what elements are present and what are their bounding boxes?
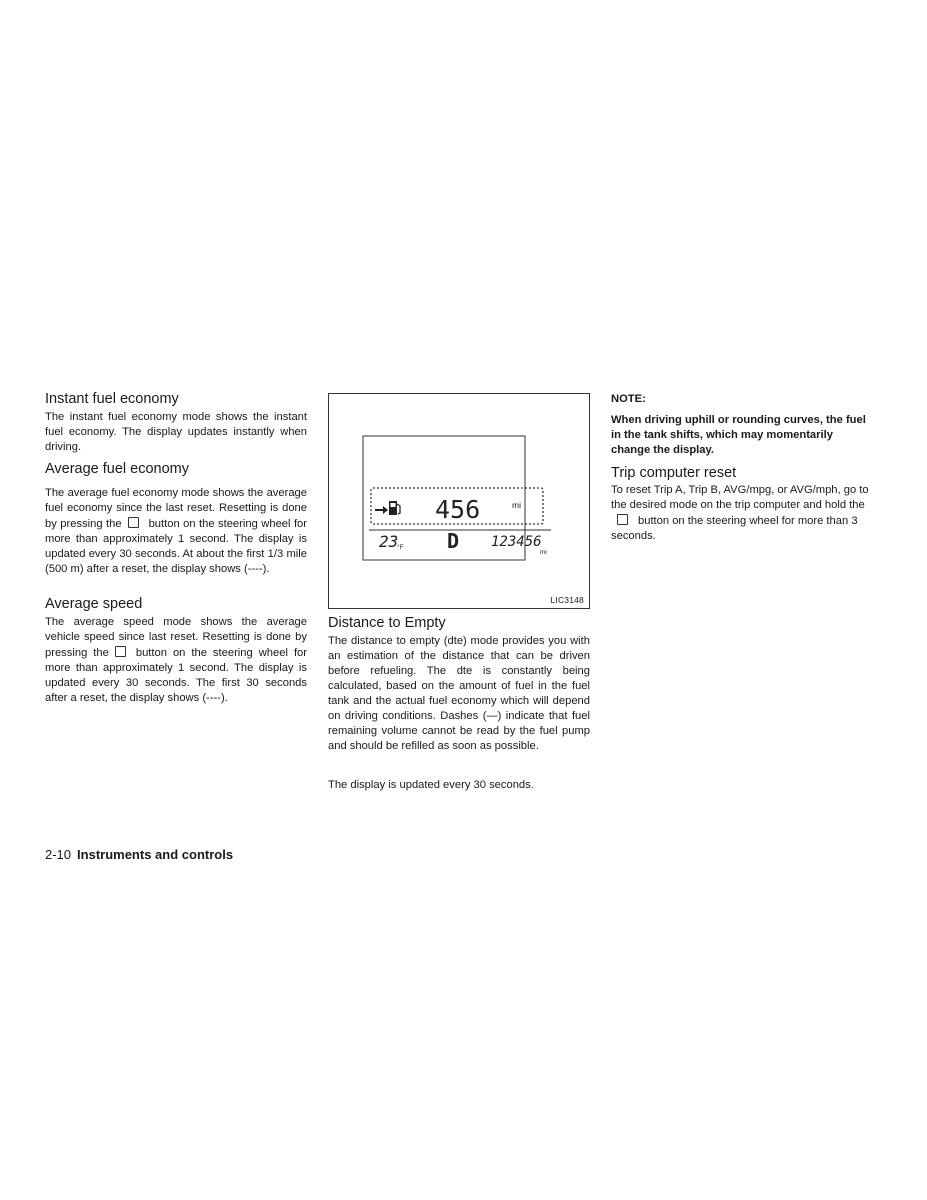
note-body: When driving uphill or rounding curves, the fuel in the tank shifts, which may momentarily change the display. [611, 414, 866, 456]
odometer-unit: mi [540, 549, 547, 556]
meter-display-drawing [329, 394, 589, 608]
section-title: Instruments and controls [77, 847, 234, 862]
figure-code: LIC3148 [550, 595, 584, 605]
display-illustration [328, 393, 590, 609]
fuel-pump-icon [389, 501, 400, 515]
heading-average-speed: Average speed [45, 596, 143, 612]
dte-value: 456 [435, 495, 481, 524]
steering-button-icon [128, 517, 139, 528]
steering-button-icon [617, 514, 628, 525]
page-footer [45, 847, 233, 862]
page-number: 2-10 [45, 847, 72, 862]
temperature-unit: °F [397, 544, 404, 551]
arrow-right-icon [375, 506, 388, 514]
note-label: NOTE: [611, 393, 646, 405]
temperature-value: 23 [379, 532, 399, 551]
steering-button-icon [115, 646, 126, 657]
odometer-value: 123456 [491, 534, 542, 550]
gear-indicator: D [447, 529, 460, 553]
heading-trip-computer-reset: Trip computer reset [611, 465, 737, 481]
body-average-speed: The average speed mode shows the average vehicle speed since last reset. Resetting is done by pressing the button on the steering wheel for more than approximately 1 second. The display is updated every 30 seconds. The first 30 seconds after a reset, the display shows (----). [45, 616, 307, 704]
body-trip-computer-reset: To reset Trip A, Trip B, AVG/mpg, or AVG/mph, go to the desired mode on the trip computer and hold thebutton on the steering wheel for more than 3 seconds. [611, 484, 869, 542]
body-average-fuel-economy: The average fuel economy mode shows the average fuel economy since the last reset. Resetting is done by pressing the button on the steering wheel for more than approximately 1 second. The display is updated every 30 seconds. At about the first 1/3 mile (500 m) after a reset, the display shows (----). [45, 487, 307, 575]
heading-average-fuel-economy: Average fuel economy [45, 461, 190, 477]
dte-unit: mi [512, 500, 521, 510]
body-instant-fuel-economy: The instant fuel economy mode shows the instant fuel economy. The display updates instantly when driving. [45, 411, 307, 453]
body-distance-to-empty-update: The display is updated every 30 seconds. [328, 779, 534, 791]
heading-instant-fuel-economy: Instant fuel economy [45, 391, 179, 407]
heading-distance-to-empty: Distance to Empty [328, 615, 446, 631]
body-distance-to-empty: The distance to empty (dte) mode provides you with an estimation of the distance that can be driven before refueling. The dte is constantly being calculated, based on the amount of fuel in the fuel tank and the actual fuel economy which will depend on driving conditions. Dashes (—) indicate that fuel remaining volume cannot be read by the fuel pump and should be refilled as soon as possible. [328, 635, 590, 752]
